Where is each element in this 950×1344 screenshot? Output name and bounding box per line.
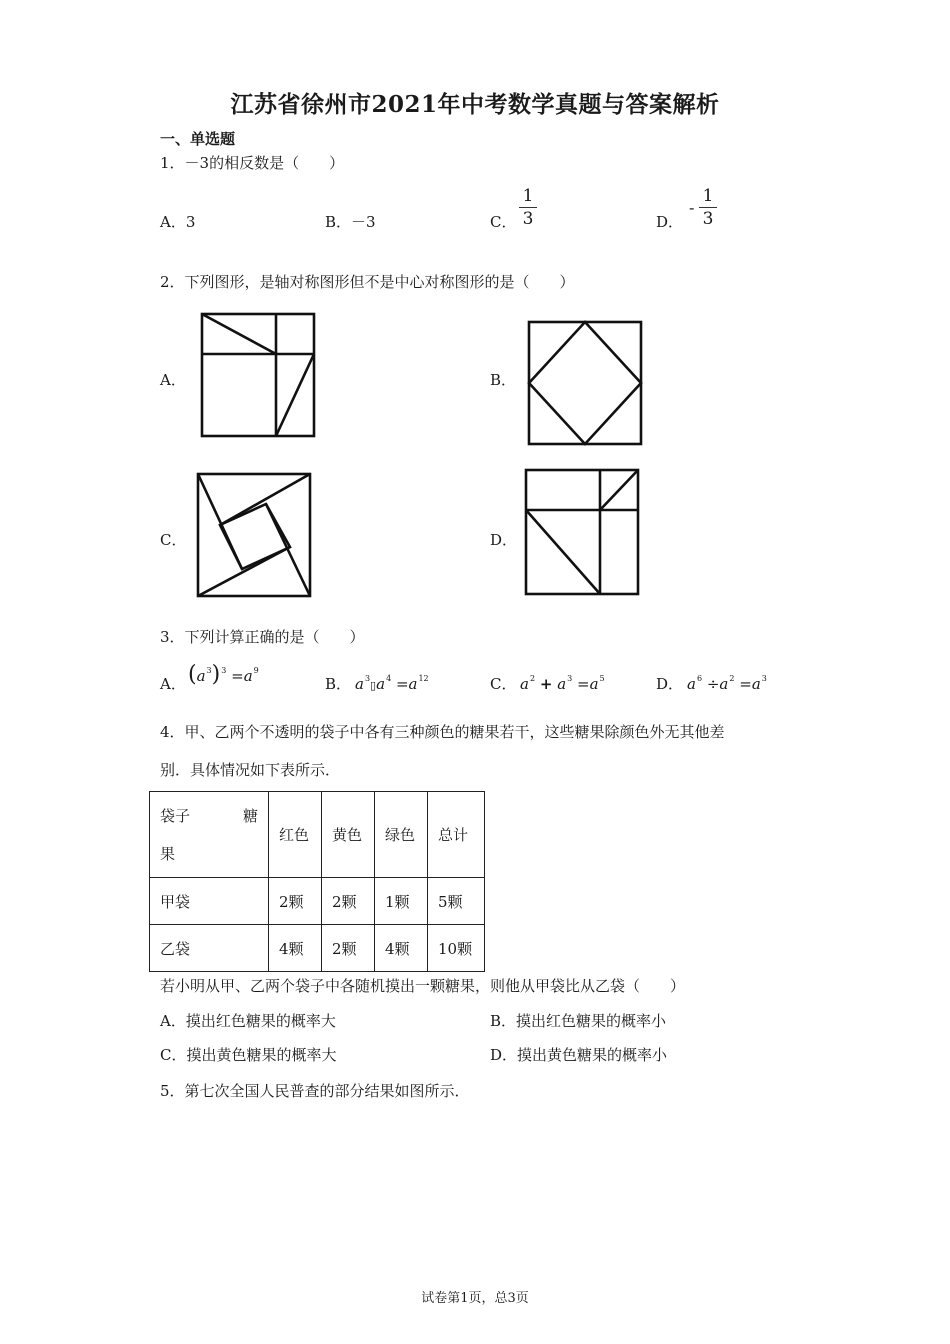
fraction-bar xyxy=(699,207,717,208)
table-row xyxy=(150,925,485,972)
q1-option-d-sign: - xyxy=(689,198,695,217)
q3-option-c-expression: $a^2 + a^3 =a^5$ xyxy=(520,674,605,693)
figure-outline xyxy=(202,314,314,436)
q2-option-d-label: D． xyxy=(490,531,518,549)
figure-outline xyxy=(198,474,310,596)
q3-option-c-label: C． xyxy=(490,675,517,693)
q5-stem: 5．第七次全国人民普查的部分结果如图所示． xyxy=(160,1082,470,1100)
q1-option-c-fraction xyxy=(519,186,537,229)
page-footer: 试卷第1页，总3页 xyxy=(421,1291,529,1306)
figure-line xyxy=(198,474,242,569)
q1-option-d-label: D． xyxy=(656,213,684,231)
q1-option-a: A．3 xyxy=(160,213,196,231)
table-header-cell: 红色 xyxy=(269,792,322,878)
figure-line xyxy=(198,547,290,596)
table-header-cell: 绿色 xyxy=(375,792,428,878)
fraction-bar xyxy=(519,207,537,208)
fraction-denominator: 3 xyxy=(522,209,534,229)
table-header-cell: 总计 xyxy=(428,792,485,878)
q4-option-d: D．摸出黄色糖果的概率小 xyxy=(490,1046,668,1064)
table-cell: 4颗 xyxy=(269,925,322,972)
section-heading: 一、单选题 xyxy=(160,130,236,148)
table-cell: 10颗 xyxy=(428,925,485,972)
q3-option-d-label: D． xyxy=(656,675,684,693)
figure-diamond xyxy=(529,322,641,444)
table-header-cell: 黄色 xyxy=(322,792,375,878)
figure-line xyxy=(266,504,310,596)
figure-line xyxy=(220,474,310,525)
q2-figure-a xyxy=(196,310,320,442)
q3-option-a-expression: $(a^3)^3 =a^9$ xyxy=(188,662,259,687)
q2-option-b-label: B． xyxy=(490,371,517,389)
table-row xyxy=(150,878,485,925)
q2-option-c-label: C． xyxy=(160,531,187,549)
figure-line xyxy=(600,470,638,510)
q3-option-b-label: B． xyxy=(325,675,352,693)
q2-figure-b xyxy=(524,318,646,448)
table-cell: 5颗 xyxy=(428,878,485,925)
q3-option-a-label: A． xyxy=(160,675,186,693)
q4-stem-line1: 4．甲、乙两个不透明的袋子中各有三种颜色的糖果若干，这些糖果除颜色外无其他差 xyxy=(160,723,725,741)
q1-option-d-fraction xyxy=(699,186,717,229)
q4-option-a: A．摸出红色糖果的概率大 xyxy=(160,1012,336,1030)
q2-stem: 2．下列图形，是轴对称图形但不是中心对称图形的是（ ） xyxy=(160,273,575,291)
q1-option-b: B．－3 xyxy=(325,213,376,231)
q2-figure-c xyxy=(192,468,316,602)
q1-option-c-label: C． xyxy=(490,213,517,231)
fraction-denominator: 3 xyxy=(702,209,714,229)
candy-table xyxy=(149,791,485,972)
figure-outline xyxy=(529,322,641,444)
table-cell: 4颗 xyxy=(375,925,428,972)
q4-option-c: C．摸出黄色糖果的概率大 xyxy=(160,1046,337,1064)
figure-line xyxy=(276,354,314,436)
q3-option-d-expression: $a^6 \div a^2 =a^3$ xyxy=(687,674,767,693)
q3-stem: 3．下列计算正确的是（ ） xyxy=(160,628,365,646)
table-corner-cell: 袋子 糖 果 xyxy=(150,792,269,878)
table-cell: 1颗 xyxy=(375,878,428,925)
page-title: 江苏省徐州市2021年中考数学真题与答案解析 xyxy=(230,91,720,118)
q2-option-a-label: A． xyxy=(160,371,186,389)
fraction-numerator: 1 xyxy=(522,186,534,206)
fraction-numerator: 1 xyxy=(702,186,714,206)
q3-option-b-expression: $a^3▯a^4 =a^{12}$ xyxy=(355,674,429,693)
table-row-label: 乙袋 xyxy=(150,925,269,972)
q1-stem: 1．－3的相反数是（ ） xyxy=(160,154,345,172)
q4-stem-line2: 别．具体情况如下表所示． xyxy=(160,761,341,779)
table-cell: 2颗 xyxy=(269,878,322,925)
q4-question: 若小明从甲、乙两个袋子中各随机摸出一颗糖果，则他从甲袋比从乙袋（ ） xyxy=(160,977,686,995)
figure-line xyxy=(202,314,276,354)
figure-line xyxy=(526,510,600,594)
table-cell: 2颗 xyxy=(322,878,375,925)
table-cell: 2颗 xyxy=(322,925,375,972)
q2-figure-d xyxy=(520,466,644,598)
table-header-row xyxy=(150,792,485,878)
figure-inner-square xyxy=(220,504,290,569)
table-row-label: 甲袋 xyxy=(150,878,269,925)
q4-option-b: B．摸出红色糖果的概率小 xyxy=(490,1012,667,1030)
